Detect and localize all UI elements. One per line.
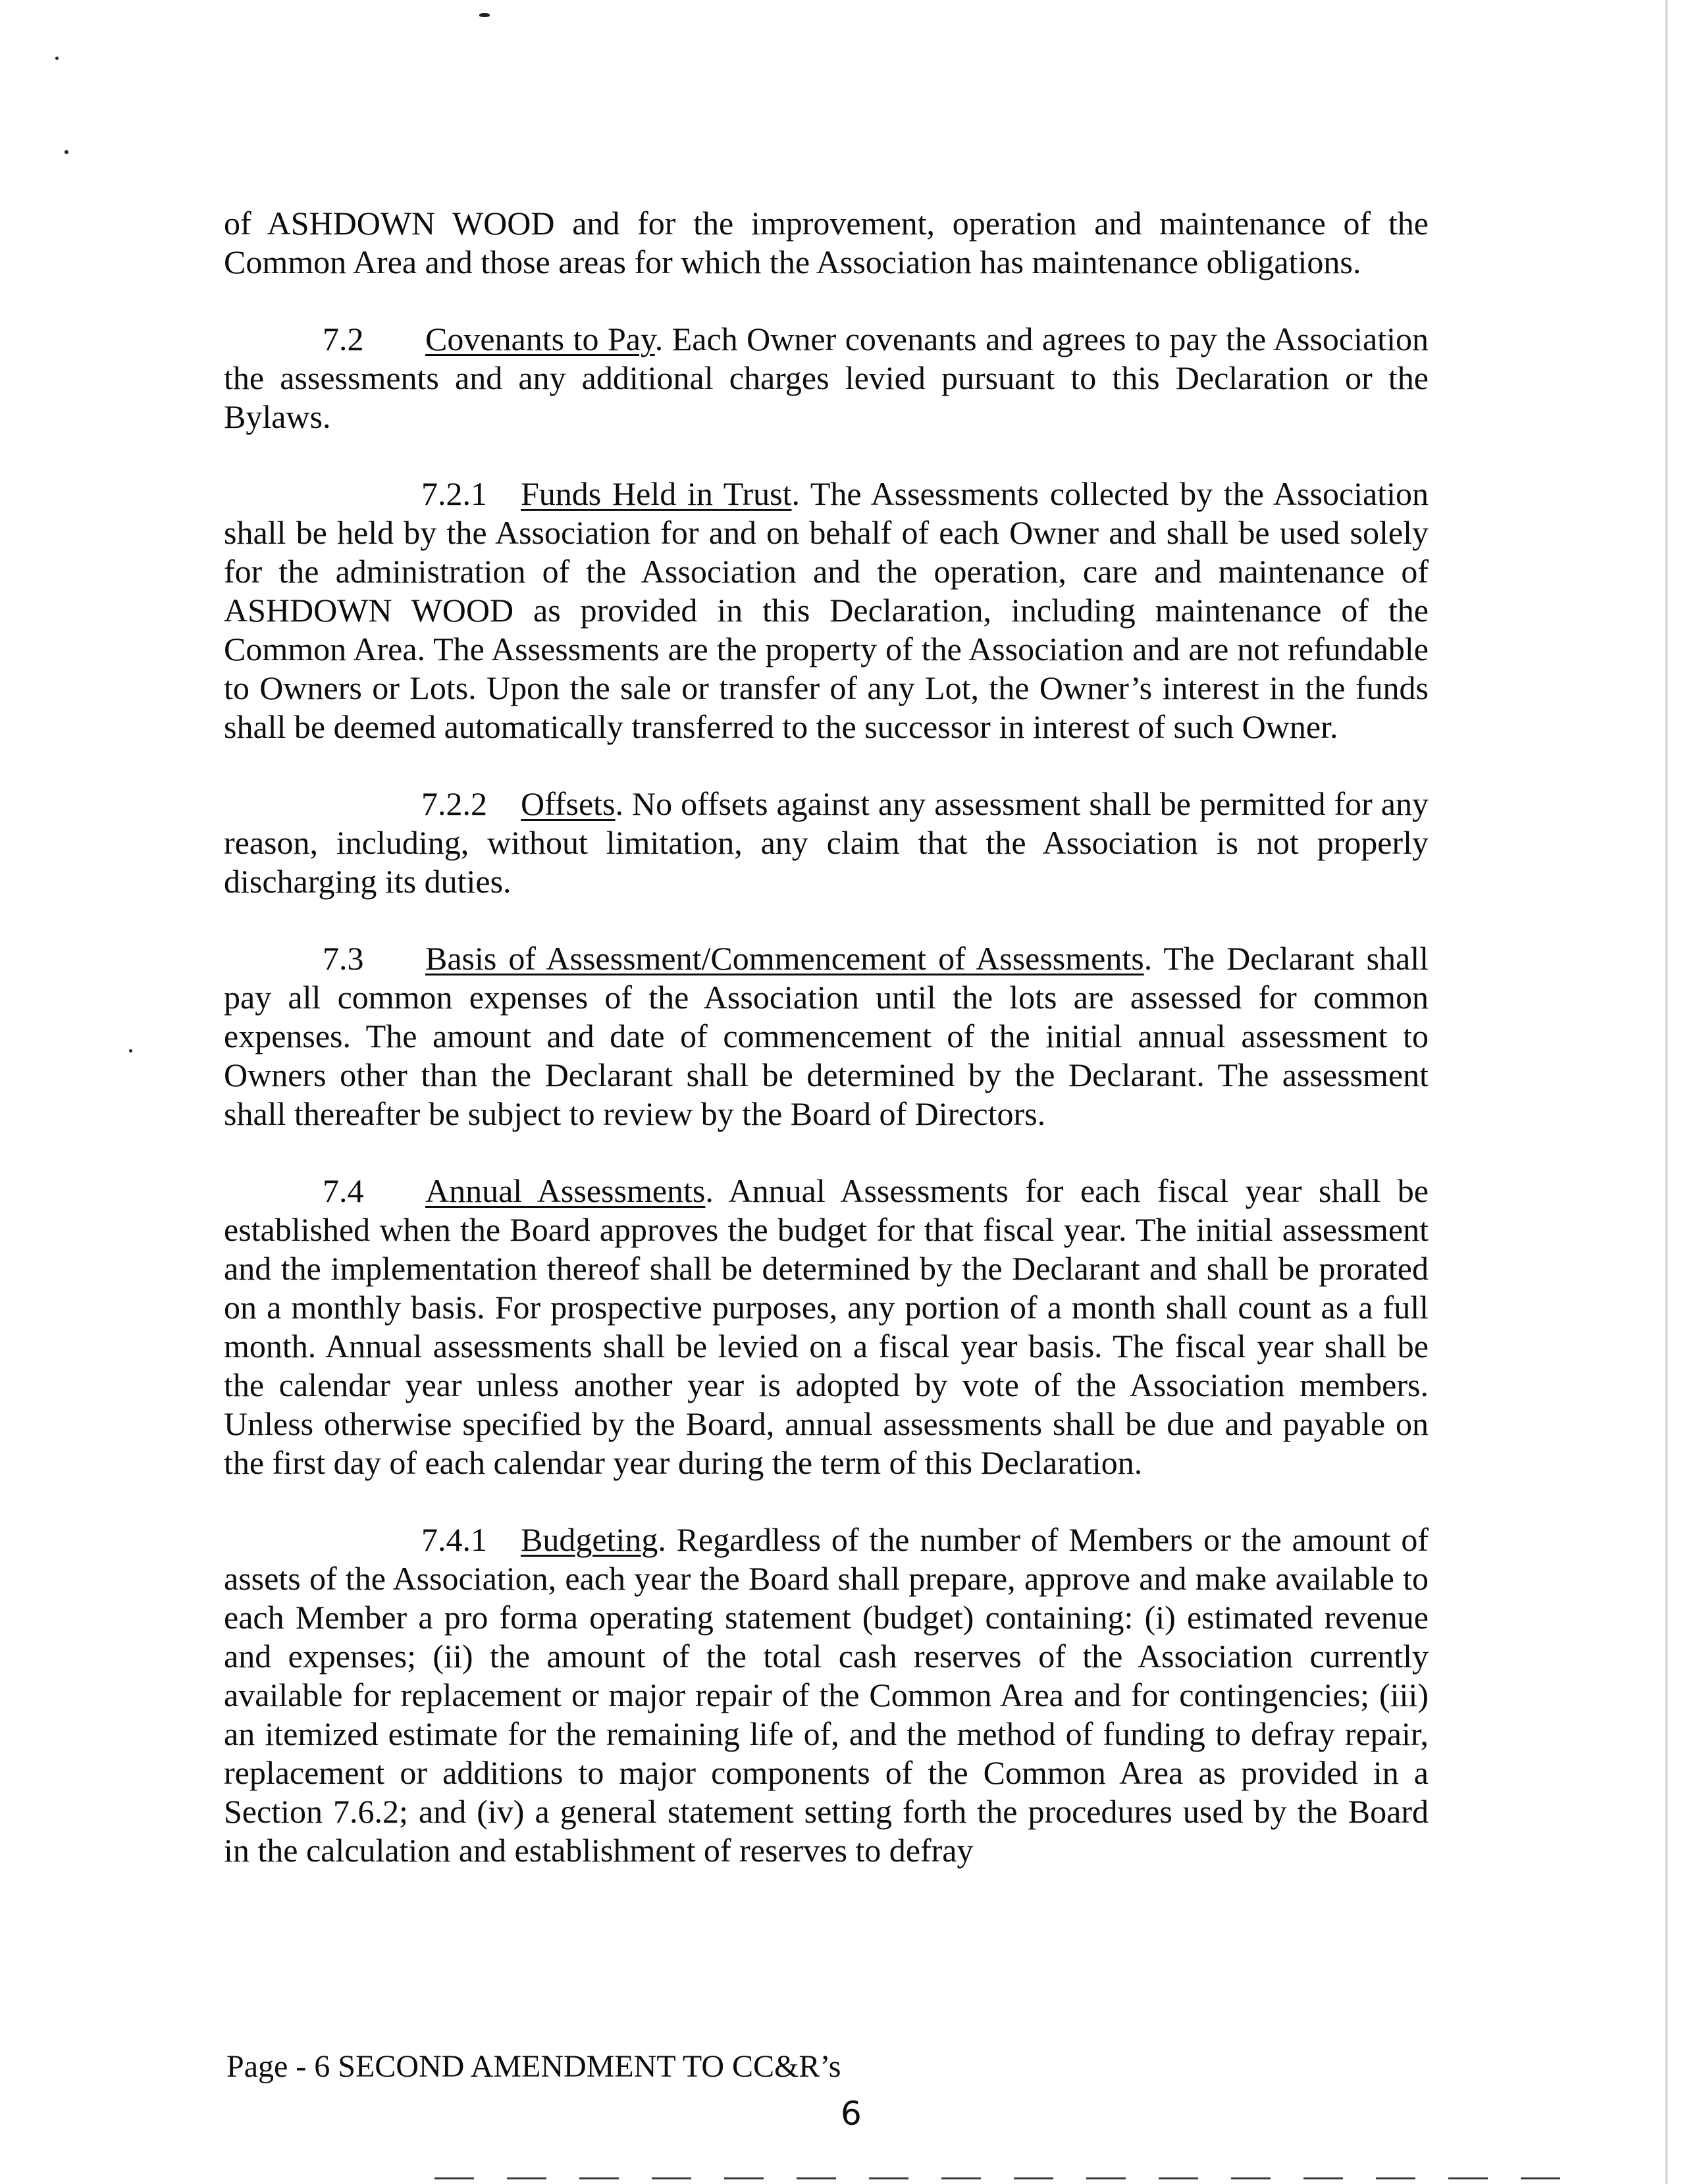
- section-text: . The Assessments collected by the Association shall be held by the Association for and on behalf of each Owner and shall be used solely for the administration of the Association and the operation, care and maintenance of ASHDOWN WOOD as provided in this Declaration, including maintenance of the Common Area. The Assessments are the property of the Association and are not refundable to Owners or Lots. Upon the sale or transfer of any Lot, the Owner’s interest in the funds shall be deemed automatically transferred to the successor in interest of such Owner.: [224, 475, 1429, 745]
- section-number: 7.2: [323, 321, 364, 357]
- page-footer: Page - 6 SECOND AMENDMENT TO CC&R’s: [226, 2049, 841, 2084]
- scan-speck: [55, 57, 59, 60]
- section-number: 7.2.1: [421, 475, 487, 512]
- section-7-2-2: [224, 785, 1429, 901]
- scan-speck: [479, 13, 490, 17]
- scan-bottom-edge: [434, 2177, 1587, 2179]
- scan-speck: [129, 1049, 132, 1053]
- section-7-3: [224, 939, 1429, 1133]
- section-text: . Annual Assessments for each fiscal year shall be established when the Board approves the budget for that fiscal year. The initial assessment and the implementation thereof shall be determined by the Declarant and shall be prorated on a monthly basis. For prospective purposes, any portion of a month shall count as a full month. Annual assessments shall be levied on a fiscal year basis. The fiscal year shall be the calendar year unless another year is adopted by vote of the Association members. Unless otherwise specified by the Board, annual assessments shall be due and payable on the first day of each calendar year during the term of this Declaration.: [224, 1172, 1429, 1481]
- section-7-2-1: [224, 475, 1429, 746]
- document-body: [224, 204, 1429, 1870]
- scan-edge-line: [1666, 0, 1668, 2184]
- handwritten-page-mark: 6: [841, 2094, 862, 2133]
- section-number: 7.2.2: [421, 785, 487, 822]
- section-number: 7.3: [323, 940, 364, 977]
- section-text: . No offsets against any assessment shall be permitted for any reason, including, without limitation, any claim that the Association is not properly discharging its duties.: [224, 785, 1429, 900]
- section-heading: Offsets: [521, 785, 616, 822]
- section-text: . Each Owner covenants and agrees to pay the Association the assessments and any additional charges levied pursuant to this Declaration or the Bylaws.: [224, 321, 1429, 435]
- section-7-2: [224, 320, 1429, 436]
- section-7-4-1: [224, 1521, 1429, 1870]
- section-number: 7.4: [323, 1172, 364, 1209]
- scan-speck: [65, 150, 68, 154]
- section-7-4: [224, 1172, 1429, 1482]
- section-heading: Annual Assessments: [425, 1172, 706, 1209]
- section-heading: Budgeting: [521, 1521, 658, 1558]
- paragraph-continuation: [224, 204, 1429, 282]
- section-number: 7.4.1: [421, 1521, 487, 1558]
- section-heading: Basis of Assessment/Commencement of Assessments: [425, 940, 1144, 977]
- section-heading: Covenants to Pay: [425, 321, 655, 357]
- section-heading: Funds Held in Trust: [521, 475, 792, 512]
- section-text: . Regardless of the number of Members or the amount of assets of the Association, each year the Board shall prepare, approve and make available to each Member a pro forma operating statement (budget) containing: (i) estimated revenue and expenses; (ii) the amount of the total cash reserves of the Association currently available for replacement or major repair of the Common Area and for contingencies; (iii) an itemized estimate for the remaining life of, and the method of funding to defray repair, replacement or additions to major components of the Common Area as provided in a Section 7.6.2; and (iv) a general statement setting forth the procedures used by the Board in the calculation and establishment of reserves to defray: [224, 1521, 1429, 1869]
- paragraph-text: of ASHDOWN WOOD and for the improvement, operation and maintenance of the Common Area and those areas for which the Association has maintenance obligations.: [224, 205, 1429, 280]
- section-text: . The Declarant shall pay all common expenses of the Association until the lots are assessed for common expenses. The amount and date of commencement of the initial annual assessment to Owners other than the Declarant shall be determined by the Declarant. The assessment shall thereafter be subject to review by the Board of Directors.: [224, 940, 1429, 1132]
